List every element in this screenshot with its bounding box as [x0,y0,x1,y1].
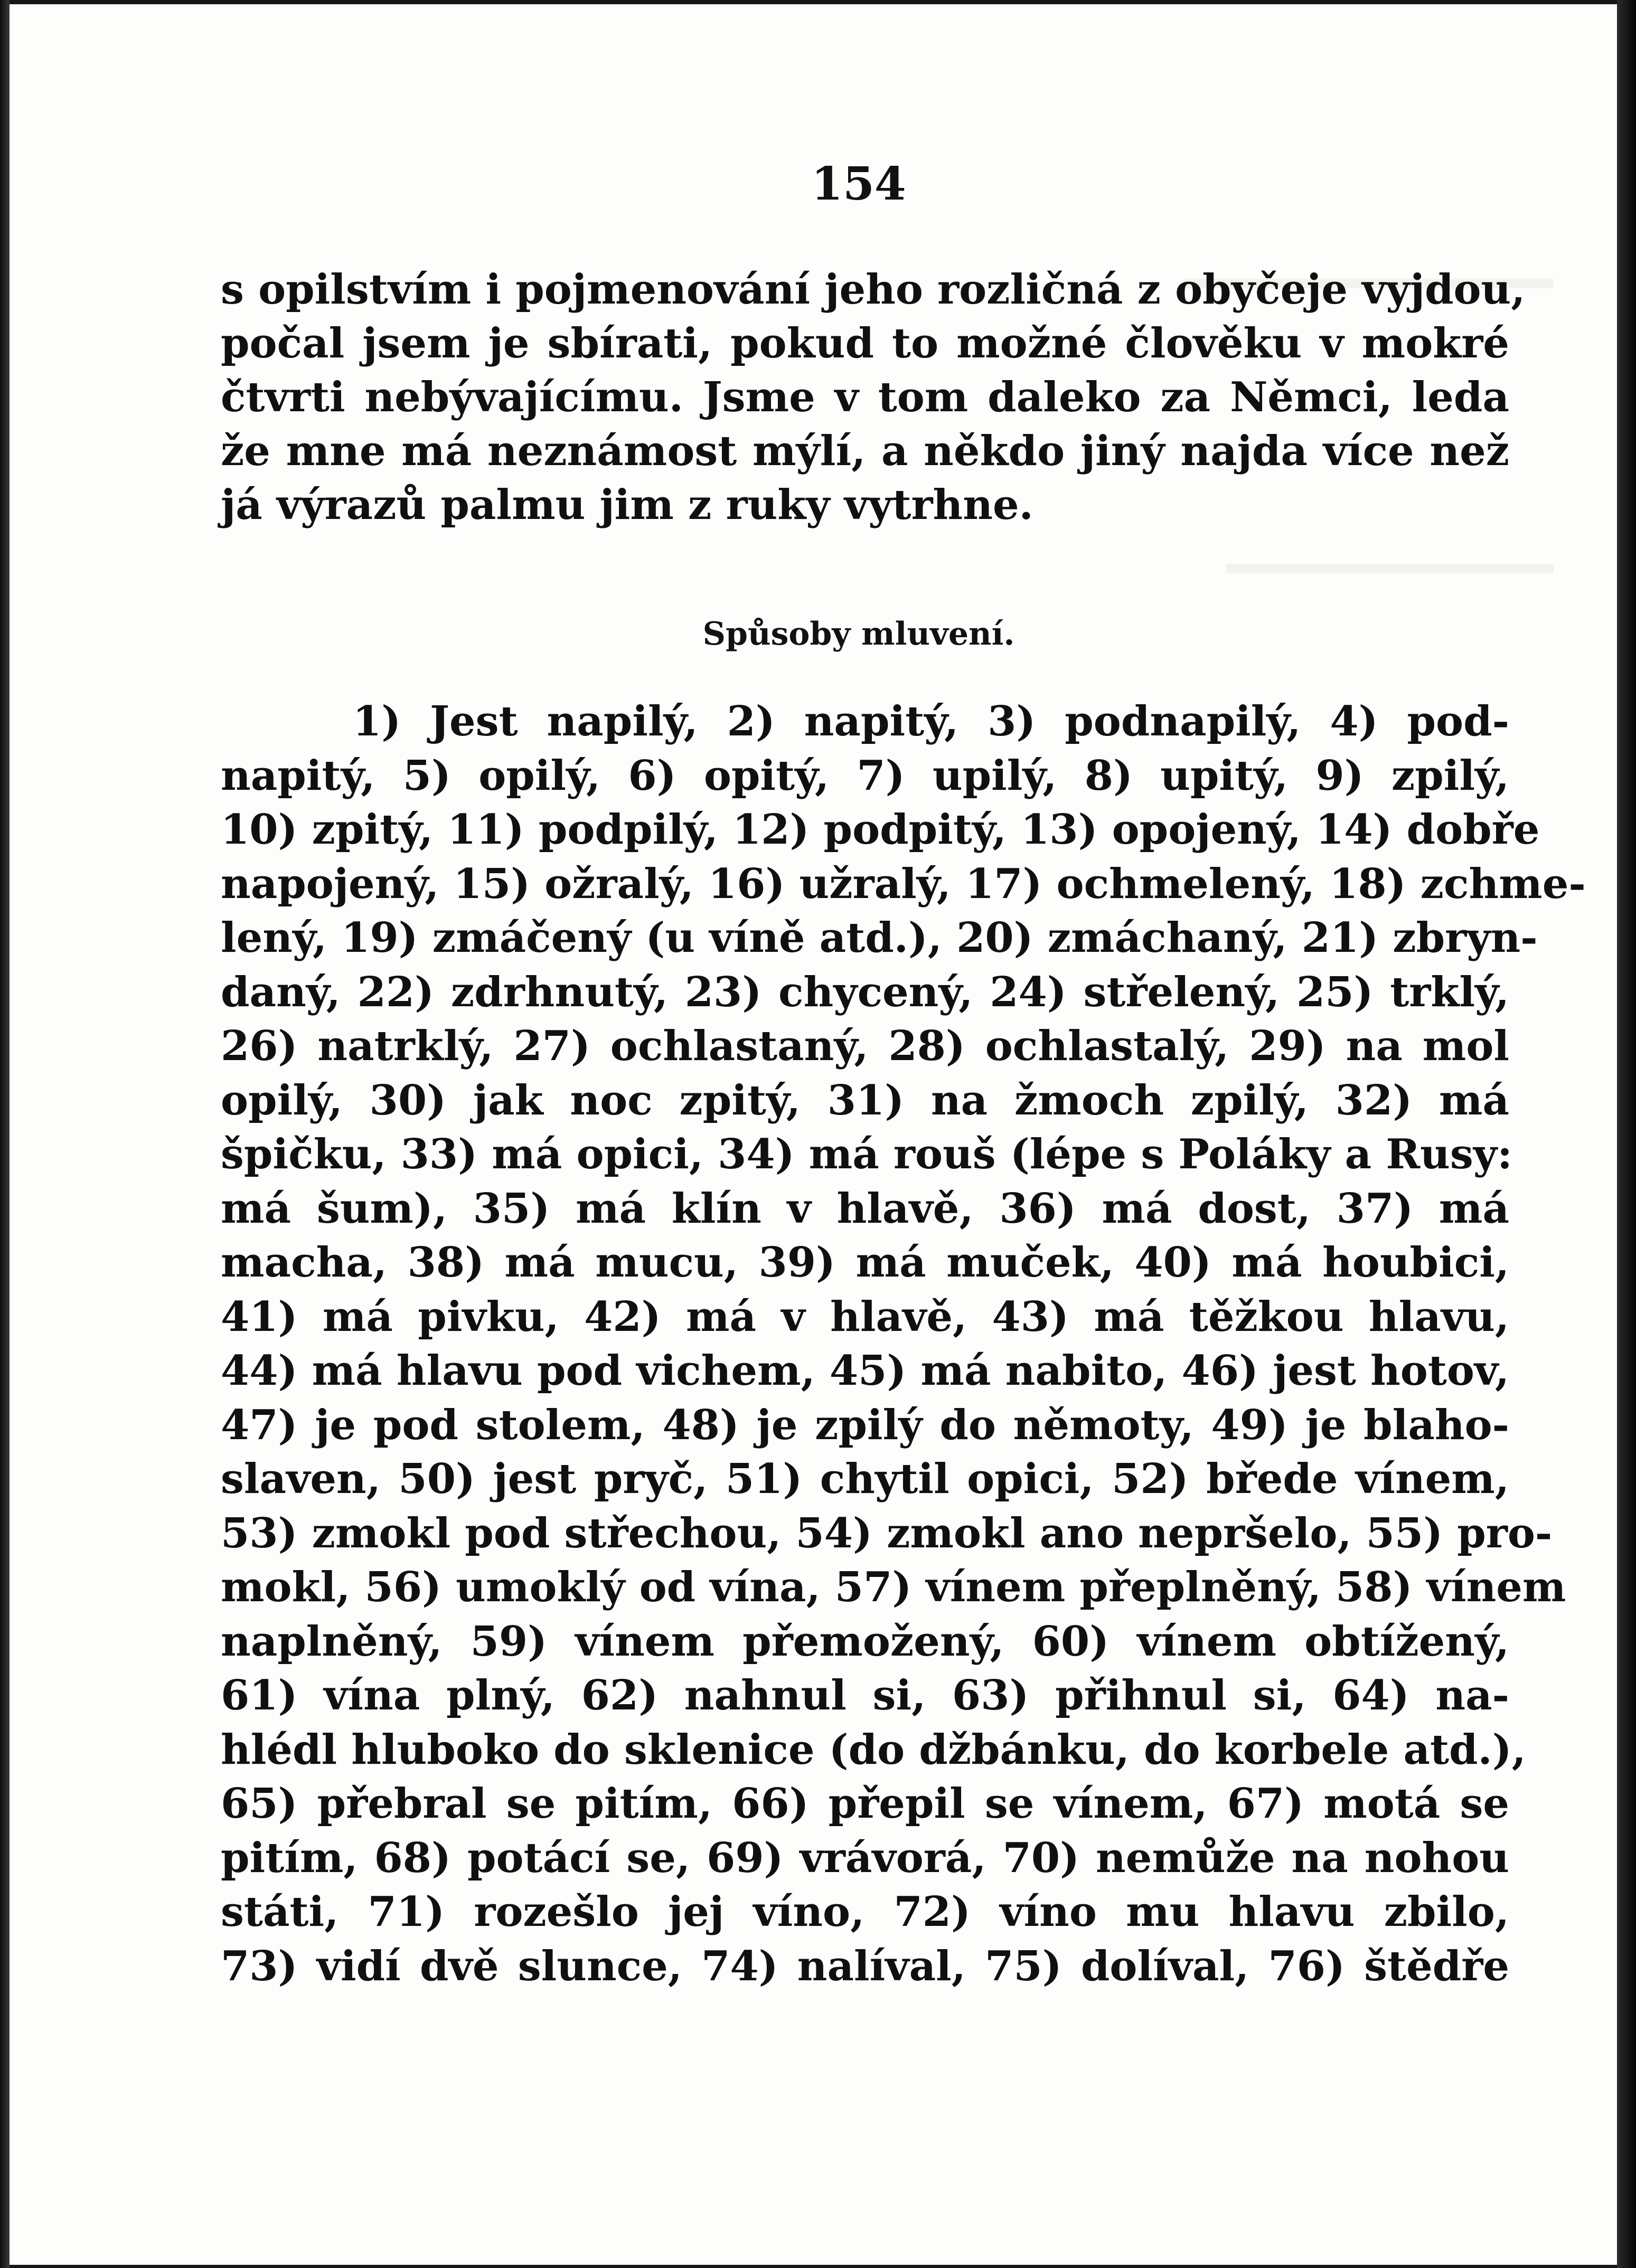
text-line: s opilstvím i pojmenování jeho rozličná z obyčeje vyjdou, [221,266,1526,314]
text-line: špičku, 33) má opici, 34) má rouš (lépe s Poláky a Rusy: [221,1130,1512,1178]
text-line: napojený, 15) ožralý, 16) užralý, 17) ochmelený, 18) zchme- [221,859,1586,908]
text-line: opilý, 30) jak noc zpitý, 31) na žmoch zpilý, 32) má [221,1076,1509,1124]
text-line: naplněný, 59) vínem přemožený, 60) vínem obtížený, [221,1617,1509,1666]
scan-edge-left [0,0,10,2268]
bleed-through-shadow [1226,564,1554,573]
page-number: 154 [811,157,906,211]
text-line: čtvrti nebývajícímu. Jsme v tom daleko za Němci, leda [221,373,1509,421]
scan-edge-right [1617,0,1636,2268]
text-line: mokl, 56) umoklý od vína, 57) vínem přeplněný, 58) vínem [221,1563,1566,1611]
text-line: 41) má pivku, 42) má v hlavě, 43) má těžkou hlavu, [221,1292,1509,1341]
text-line: hlédl hluboko do sklenice (do džbánku, do korbele atd.), [221,1725,1526,1774]
text-line: 73) vidí dvě slunce, 74) nalíval, 75) dolíval, 76) štědře [221,1942,1509,1990]
intro-paragraph [221,263,1526,532]
text-line: že mne má neznámost mýlí, a někdo jiný najda více než [221,427,1509,475]
text-line: lený, 19) zmáčený (u víně atd.), 20) zmáchaný, 21) zbryn- [221,914,1538,962]
text-line: daný, 22) zdrhnutý, 23) chycený, 24) střelený, 25) trklý, [221,968,1509,1016]
text-line: 1) Jest napilý, 2) napitý, 3) podnapilý, 4) pod- [353,697,1509,745]
text-line: 65) přebral se pitím, 66) přepil se vínem, 67) motá se [221,1780,1509,1828]
book-page [10,4,1617,2265]
text-line: 47) je pod stolem, 48) je zpilý do němoty, 49) je blaho- [221,1401,1509,1449]
text-line: pitím, 68) potácí se, 69) vrávorá, 70) nemůže na nohou [221,1834,1509,1882]
text-line: má šum), 35) má klín v hlavě, 36) má dost, 37) má [221,1184,1509,1233]
text-line: 44) má hlavu pod vichem, 45) má nabito, 46) jest hotov, [221,1347,1509,1395]
text-line: státi, 71) rozešlo jej víno, 72) víno mu hlavu zbilo, [221,1888,1509,1936]
text-line: 10) zpitý, 11) podpilý, 12) podpitý, 13) opojený, 14) dobře [221,806,1540,854]
text-line: napitý, 5) opilý, 6) opitý, 7) upilý, 8) upitý, 9) zpilý, [221,751,1509,800]
section-heading: Spůsoby mluvení. [702,616,1015,653]
text-line: já výrazů palmu jim z ruky vytrhne. [221,481,1033,529]
expressions-paragraph [221,695,1586,1993]
text-line: 26) natrklý, 27) ochlastaný, 28) ochlastalý, 29) na mol [221,1022,1509,1070]
text-line: slaven, 50) jest pryč, 51) chytil opici, 52) břede vínem, [221,1455,1509,1503]
text-line: 53) zmokl pod střechou, 54) zmokl ano nepršelo, 55) pro- [221,1509,1553,1557]
text-line: macha, 38) má mucu, 39) má muček, 40) má houbici, [221,1239,1509,1287]
text-line: 61) vína plný, 62) nahnul si, 63) přihnul si, 64) na- [221,1671,1509,1719]
text-line: počal jsem je sbírati, pokud to možné člověku v mokré [221,319,1509,367]
